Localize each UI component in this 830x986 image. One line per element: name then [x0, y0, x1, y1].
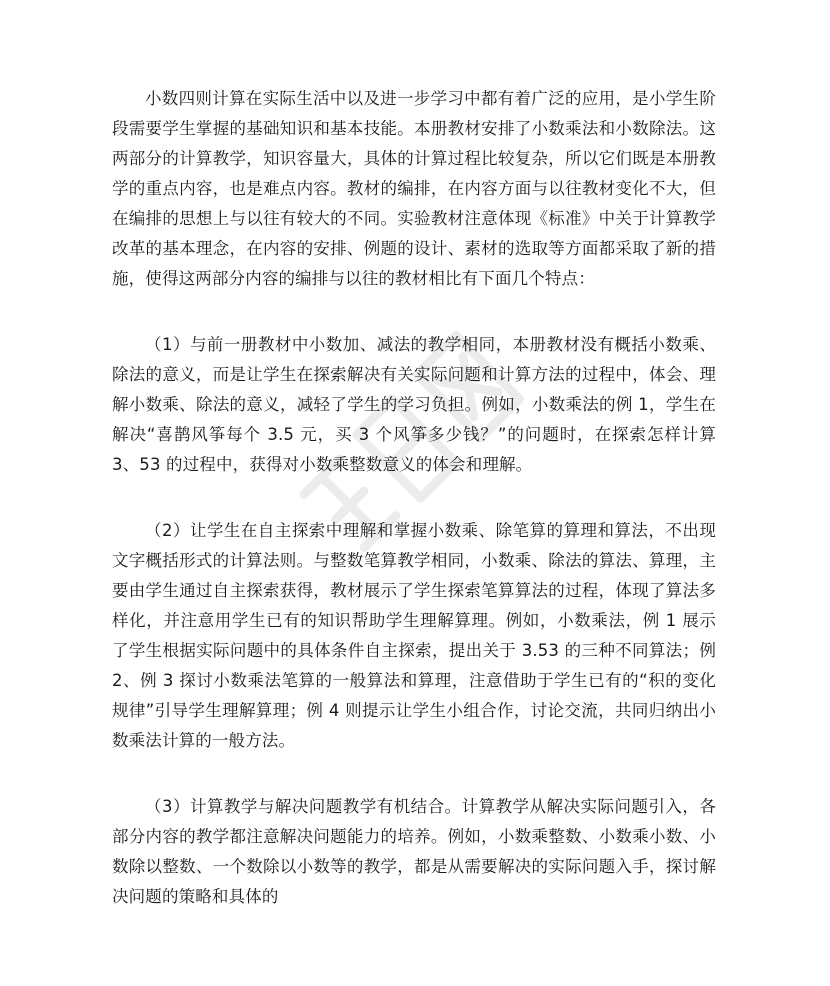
paragraph-intro: 小数四则计算在实际生活中以及进一步学习中都有着广泛的应用，是小学生阶段需要学生掌握的基础知识和基本技能。本册教材安排了小数乘法和小数除法。这两部分的计算教学，知识容量大，具体的计算过程比较复杂，所以它们既是本册教学的重点内容，也是难点内容。教材的编排，在内容方面与以往教材变化不大，但在编排的思想上与以往有较大的不同。实验教材注意体现《标准》中关于计算教学改革的基本理念，在内容的安排、例题的设计、素材的选取等方面都采取了新的措施，使得这两部分内容的编排与以往的教材相比有下面几个特点：: [112, 89, 716, 288]
paragraph-point-3: （3）计算教学与解决问题教学有机结合。计算教学从解决实际问题引入，各部分内容的教学都注意解决问题能力的培养。例如，小数乘整数、小数乘小数、小数除以整数、一个数除以小数等的教学，都是从需要解决的实际问题入手，探讨解决问题的策略和具体的: [112, 797, 716, 906]
paragraph-point-1: （1）与前一册教材中小数加、减法的教学相同，本册教材没有概括小数乘、除法的意义，而是让学生在探索解决有关实际问题和计算方法的过程中，体会、理解小数乘、除法的意义，减轻了学生的学习负担。例如，小数乘法的例 1，学生在解决“喜鹊风筝每个 3.5 元，买 3 个风筝多少钱？”的问题时，在探索怎样计算 3、53 的过程中，获得对小数乘整数意义的体会和理解。: [112, 335, 716, 474]
paragraph-point-2: （2）让学生在自主探索中理解和掌握小数乘、除笔算的算理和算法，不出现文字概括形式的计算法则。与整数笔算教学相同，小数乘、除法的算法、算理，主要由学生通过自主探索获得，教材展示了学生探索笔算算法的过程，体现了算法多样化，并注意用学生已有的知识帮助学生理解算理。例如，小数乘法，例 1 展示了学生根据实际问题中的具体条件自主探索，提出关于 3.53 的三种不同算法；例 2、例 3 探讨小数乘法笔算的一般算法和算理，注意借助于学生已有的“积的变化规律”引导学生理解算理；例 4 则提示让学生小组合作，讨论交流，共同归纳出小数乘法计算的一般方法。: [112, 521, 716, 750]
document-body: [112, 84, 716, 912]
